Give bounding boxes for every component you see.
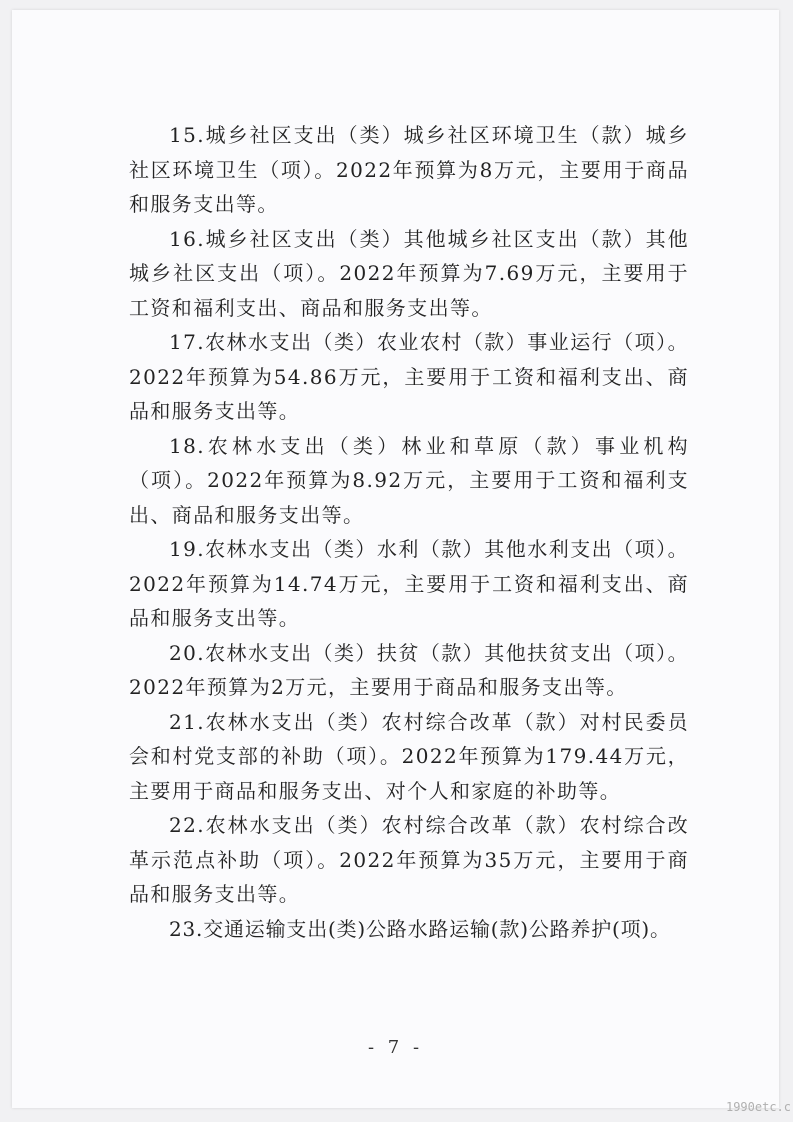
paragraph-15: 15.城乡社区支出（类）城乡社区环境卫生（款）城乡社区环境卫生（项）。2022年预算为8万元，主要用于商品和服务支出等。 xyxy=(129,123,689,216)
page-number: - 7 - xyxy=(367,1037,424,1058)
paragraph-19: 19.农林水支出（类）水利（款）其他水利支出（项）。2022年预算为14.74万元，主要用于工资和福利支出、商品和服务支出等。 xyxy=(129,537,689,630)
paragraph-18: 18.农林水支出（类）林业和草原（款）事业机构（项）。2022年预算为8.92万元，主要用于工资和福利支出、商品和服务支出等。 xyxy=(129,433,689,527)
watermark-text: 1990etc.c xyxy=(725,1100,791,1114)
paragraph-22: 22.农林水支出（类）农村综合改革（款）农村综合改革示范点补助（项）。2022年预算为35万元，主要用于商品和服务支出等。 xyxy=(129,813,689,906)
document-body xyxy=(129,118,689,946)
paragraph-23: 23.交通运输支出(类)公路水路运输(款)公路养护(项)。 xyxy=(169,916,671,941)
document-page xyxy=(12,10,779,1108)
paragraph-20: 20.农林水支出（类）扶贫（款）其他扶贫支出（项）。2022年预算为2万元，主要用于商品和服务支出等。 xyxy=(129,640,689,699)
paragraph-21: 21.农林水支出（类）农村综合改革（款）对村民委员会和村党支部的补助（项）。2022年预算为179.44万元，主要用于商品和服务支出、对个人和家庭的补助等。 xyxy=(129,709,689,803)
paragraph-16: 16.城乡社区支出（类）其他城乡社区支出（款）其他城乡社区支出（项）。2022年预算为7.69万元，主要用于工资和福利支出、商品和服务支出等。 xyxy=(129,226,689,320)
paragraph-17: 17.农林水支出（类）农业农村（款）事业运行（项）。2022年预算为54.86万元，主要用于工资和福利支出、商品和服务支出等。 xyxy=(129,330,689,423)
